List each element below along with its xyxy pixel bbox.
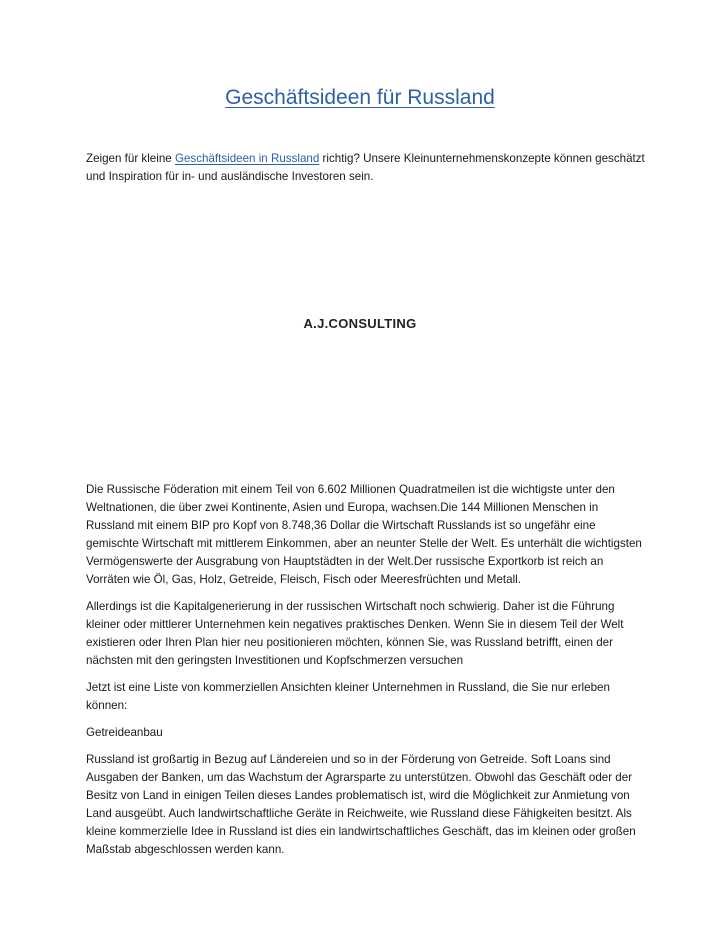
document-title-link[interactable]: Geschäftsideen für Russland [225, 86, 495, 109]
section-heading-grain: Getreideanbau [86, 726, 163, 739]
paragraph-grain: Russland ist großartig in Bezug auf Ländereien und so in der Förderung von Getreide. Soft Loans sind Ausgaben der Banken, um das Wachstum der Agrarsparte zu unterstützen. Obwohl das Geschäft oder der Besitz von Land in einigen Teilen dieses Landes problematisch ist, wird die Möglichkeit zur Anmietung von Land ausgeübt. Auch landwirtschaftliche Geräte in Reichweite, wie Russland diese Fähigkeiten besitzt. Als kleine kommerzielle Idee in Russland ist dies ein landwirtschaftliches Geschäft, das im kleinen oder großen Maßstab abgeschlossen werden kann. [86, 753, 636, 856]
paragraph-capital: Allerdings ist die Kapitalgenerierung in der russischen Wirtschaft noch schwierig. Daher ist die Führung kleiner oder mittlerer Unternehmen kein negatives praktisches Denken. Wenn Sie in diesem Teil der Welt existieren oder Ihren Plan hier neu positionieren möchten, können Sie, was Russland betrifft, einen der nächsten mit den geringsten Investitionen und Kopfschmerzen versuchen [86, 600, 624, 667]
intro-text-before-link: Zeigen für kleine [86, 152, 175, 165]
paragraph-overview: Die Russische Föderation mit einem Teil von 6.602 Millionen Quadratmeilen ist die wichtigste unter den Weltnationen, die über zwei Kontinente, Asien und Europa, wachsen.Die 144 Millionen Menschen in Russland mit einem BIP pro Kopf von 8.748,36 Dollar die Wirtschaft Russlands ist so ungefähr eine gemischte Wirtschaft mit mittlerem Einkommen, aber an neunter Stelle der Welt. Es unterhält die wichtigsten Vermögenswerte der Ausgrabung von Hauptstädten in der Welt.Der russische Exportkorb ist reich an Vorräten wie Öl, Gas, Holz, Getreide, Fleisch, Fisch oder Meeresfrüchten und Metall. [86, 483, 642, 586]
intro-text-after-link: richtig? Unsere Kleinunternehmenskonzepte können geschätzt und Inspiration für in- und ausländische Investoren sein. [86, 152, 645, 183]
intro-link[interactable]: Geschäftsideen in Russland [174, 152, 320, 165]
paragraph-list-intro: Jetzt ist eine Liste von kommerziellen Ansichten kleiner Unternehmen in Russland, die Sie nur erleben können: [86, 681, 610, 712]
intro-paragraph [86, 150, 646, 186]
body-text [86, 481, 646, 868]
brand-heading: A.J.CONSULTING [303, 316, 417, 331]
